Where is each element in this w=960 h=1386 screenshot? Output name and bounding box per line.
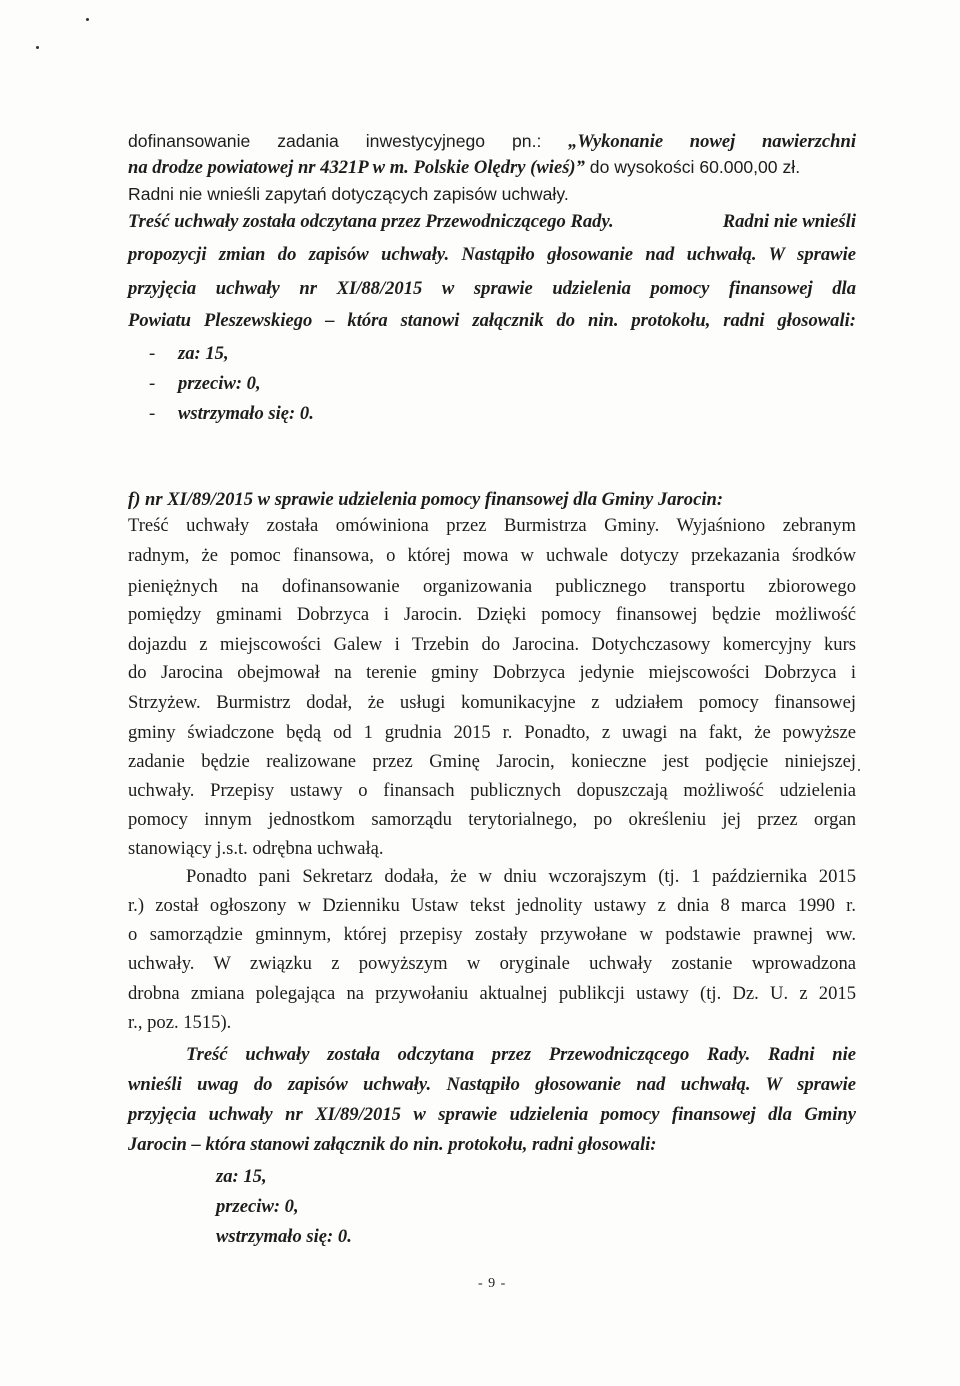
text-line: uchwały. Przepisy ustawy o finansach publicznych dopuszczają możliwość udzielenia bbox=[128, 780, 856, 801]
text-line: przyjęcia uchwały nr XI/89/2015 w sprawie udzielenia pomocy finansowej dla Gminy bbox=[128, 1104, 856, 1125]
scan-speck bbox=[858, 769, 860, 771]
text-line: pomiędzy gminami Dobrzyca i Jarocin. Dzięki pomocy finansowej będzie możliwość bbox=[128, 604, 856, 625]
vote-for: za: 15, bbox=[216, 1166, 267, 1187]
vote-abstain: wstrzymało się: 0. bbox=[216, 1226, 352, 1247]
section-heading: f) nr XI/89/2015 w sprawie udzielenia pomocy finansowej dla Gminy Jarocin: bbox=[128, 489, 724, 510]
text-line: r., poz. 1515). bbox=[128, 1012, 232, 1033]
text-line: pieniężnych na dofinansowanie organizowania publicznego transportu zbiorowego bbox=[128, 576, 856, 597]
text-line: Ponadto pani Sekretarz dodała, że w dniu wczorajszym (tj. 1 października 2015 bbox=[186, 866, 856, 887]
list-dash: - bbox=[149, 373, 156, 394]
text-line: wnieśli uwag do zapisów uchwały. Nastąpiło głosowanie nad uchwałą. W sprawie bbox=[128, 1074, 856, 1095]
text-line: przyjęcia uchwały nr XI/88/2015 w sprawie udzielenia pomocy finansowej dla bbox=[128, 278, 856, 299]
text-line: Radni nie wnieśli zapytań dotyczących zapisów uchwały. bbox=[128, 184, 569, 204]
page-number: - 9 - bbox=[478, 1276, 507, 1291]
text-line: gminy świadczone będą od 1 grudnia 2015 r. Ponadto, z uwagi na fakt, że powyższe bbox=[128, 722, 856, 743]
text-line: r.) został ogłoszony w Dzienniku Ustaw tekst jednolity ustawy z dnia 8 marca 1990 r. bbox=[128, 895, 856, 916]
text-line: Treść uchwały została odczytana przez Przewodniczącego Rady. Radni nie bbox=[186, 1044, 856, 1065]
scan-speck bbox=[86, 18, 89, 21]
text-line: drobna zmiana polegająca na przywołaniu aktualnej publikcji ustawy (tj. Dz. U. z 2015 bbox=[128, 983, 856, 1004]
text-line: uchwały. W związku z powyższym w oryginale uchwały zostanie wprowadzona bbox=[128, 953, 856, 974]
scan-speck bbox=[36, 46, 39, 49]
list-dash: - bbox=[149, 343, 156, 364]
text-line: Jarocin – która stanowi załącznik do nin. protokołu, radni głosowali: bbox=[128, 1134, 657, 1155]
text-line: na drodze powiatowej nr 4321P w m. Polskie Olędry (wieś)” do wysokości 60.000,00 zł. bbox=[128, 157, 801, 178]
vote-against: przeciw: 0, bbox=[178, 373, 261, 394]
text-line: Treść uchwały została odczytana przez Przewodniczącego Rady. Radni nie wnieśli bbox=[128, 211, 856, 232]
vote-for: za: 15, bbox=[178, 343, 229, 364]
text-line: radnym, że pomoc finansowa, o której mowa w uchwale dotyczy przekazania środków bbox=[128, 545, 856, 566]
text-line: Strzyżew. Burmistrz dodał, że usługi komunikacyjne z udziałem pomocy finansowej bbox=[128, 692, 856, 713]
text-line: zadanie będzie realizowane przez Gminę Jarocin, konieczne jest podjęcie niniejszej bbox=[128, 751, 856, 772]
text-line: pomocy innym jednostkom samorządu terytorialnego, po określeniu jej przez organ bbox=[128, 809, 856, 830]
text-line: dojazdu z miejscowości Galew i Trzebin do Jarocina. Dotychczasowy komercyjny kurs bbox=[128, 634, 856, 655]
vote-abstain: wstrzymało się: 0. bbox=[178, 403, 314, 424]
text-line: propozycji zmian do zapisów uchwały. Nastąpiło głosowanie nad uchwałą. W sprawie bbox=[128, 244, 856, 265]
text-line: Treść uchwały została omówiniona przez Burmistrza Gminy. Wyjaśniono zebranym bbox=[128, 515, 856, 536]
text-line: Powiatu Pleszewskiego – która stanowi załącznik do nin. protokołu, radni głosowali: bbox=[128, 310, 856, 331]
list-dash: - bbox=[149, 403, 156, 424]
vote-against: przeciw: 0, bbox=[216, 1196, 299, 1217]
text-line: o samorządzie gminnym, której przepisy zostały przywołane w podstawie prawnej ww. bbox=[128, 924, 856, 945]
text-line: stanowiący j.s.t. odrębna uchwałą. bbox=[128, 838, 384, 859]
text-line: dofinansowanie zadania inwestycyjnego pn.: „Wykonanie nowej nawierzchni bbox=[128, 131, 856, 152]
text-line: do Jarocina obejmował na terenie gminy Dobrzyca jedynie miejscowości Dobrzyca i bbox=[128, 662, 856, 683]
